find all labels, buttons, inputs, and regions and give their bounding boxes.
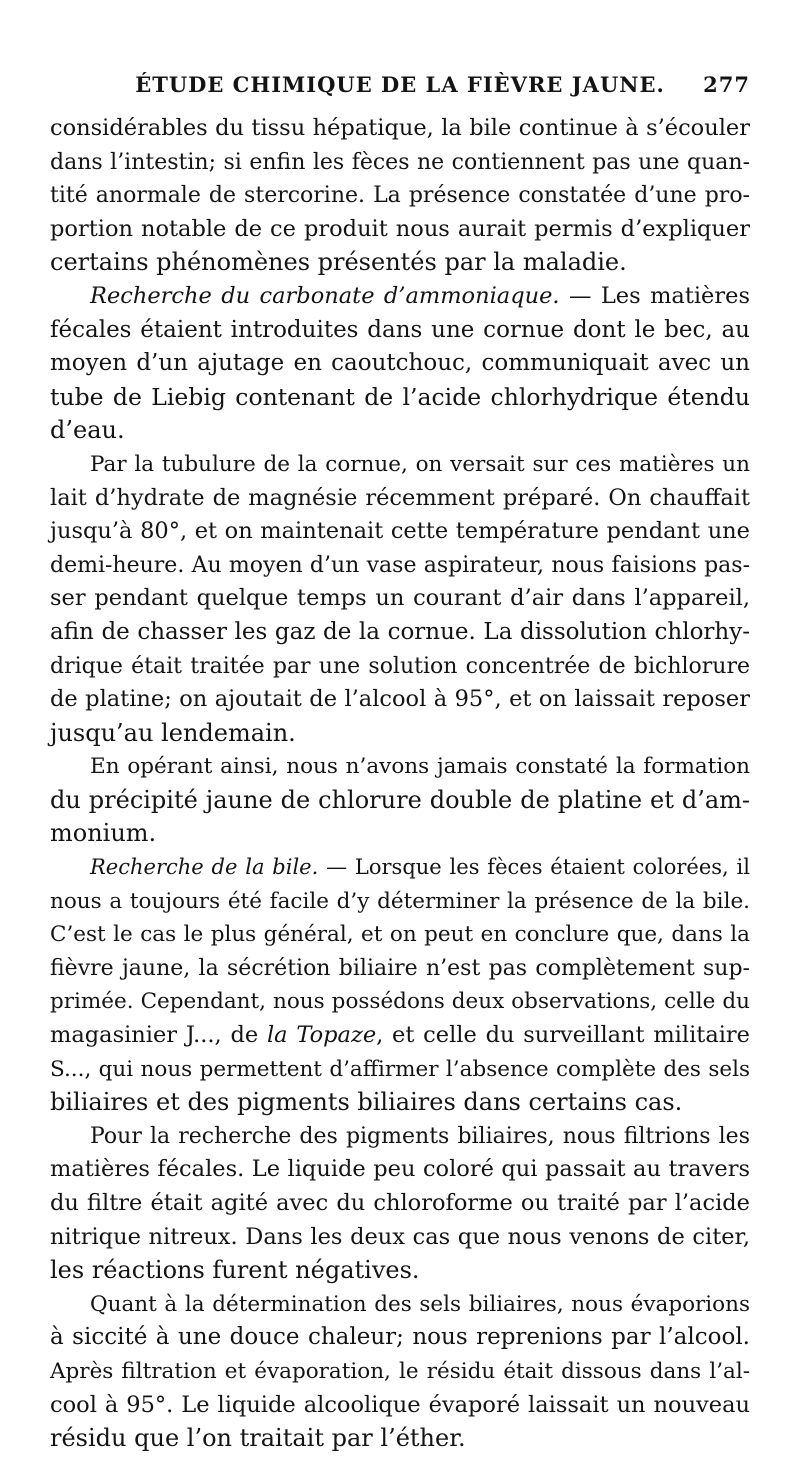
- text-line: Après filtration et évaporation, le résidu était dissous dans l’al-: [50, 1358, 750, 1384]
- section-heading: Recherche de la bile.: [90, 855, 319, 880]
- text-line: fécales étaient introduites dans une cornue dont le bec, au: [50, 316, 750, 343]
- text-line: biliaires et des pigments biliaires dans certains cas.: [50, 1088, 683, 1117]
- text-line: demi-heure. Au moyen d’un vase aspirateur, nous faisions pas-: [50, 552, 750, 578]
- text-line: Par la tubulure de la cornue, on versait sur ces matières un: [90, 451, 750, 477]
- page-number: 277: [703, 72, 750, 97]
- text-line: tité anormale de stercorine. La présence constatée d’une pro-: [50, 183, 750, 209]
- text-line: moyen d’un ajutage en caoutchouc, communiquait avec un: [50, 350, 750, 377]
- text-line: lait d’hydrate de magnésie récemment préparé. On chauffait: [50, 484, 750, 511]
- text-line: Quant à la détermination des sels biliaires, nous évaporions: [90, 1291, 750, 1317]
- text-line: du filtre était agité avec du chloroforme ou traité par l’acide: [50, 1190, 750, 1216]
- running-head: [50, 72, 750, 102]
- text-line: portion notable de ce produit nous aurait permis d’expliquer: [50, 215, 750, 242]
- text-line: résidu que l’on traitait par l’éther.: [50, 1424, 466, 1453]
- text-line: S..., qui nous permettent d’affirmer l’absence complète des sels: [50, 1056, 750, 1082]
- text-line: du précipité jaune de chlorure double de platine et d’am-: [50, 785, 750, 814]
- text-line: monium.: [50, 819, 157, 848]
- text-line: d’eau.: [50, 416, 125, 445]
- text-line: ser pendant quelque temps un courant d’air dans l’appareil,: [50, 585, 750, 612]
- text-line: drique était traitée par une solution concentrée de bichlorure: [50, 653, 750, 679]
- text-line: Pour la recherche des pigments biliaires, nous filtrions les: [90, 1123, 750, 1149]
- running-title: ÉTUDE CHIMIQUE DE LA FIÈVRE JAUNE.: [135, 72, 665, 97]
- text-line: de platine; on ajoutait de l’alcool à 95°, et on laissait reposer: [50, 686, 750, 713]
- body-text: [50, 112, 750, 1456]
- text-line: à siccité à une douce chaleur; nous reprenions par l’alcool.: [50, 1324, 750, 1351]
- text-line: fièvre jaune, la sécrétion biliaire n’est pas complètement sup-: [50, 955, 750, 981]
- text-line: En opérant ainsi, nous n’avons jamais constaté la formation: [90, 754, 750, 780]
- text-line: nous a toujours été facile d’y déterminer la présence de la bile.: [50, 888, 750, 914]
- text-line: cool à 95°. Le liquide alcoolique évaporé laissait un nouveau: [50, 1391, 750, 1418]
- text-line: matières fécales. Le liquide peu coloré qui passait au travers: [50, 1156, 750, 1183]
- text-line: dans l’intestin; si enfin les fèces ne contiennent pas une quan-: [50, 149, 750, 175]
- text-line: tube de Liebig contenant de l’acide chlorhydrique étendu: [50, 382, 750, 411]
- text-line: jusqu’au lendemain.: [50, 718, 296, 747]
- ship-name: la Topaze: [266, 1022, 377, 1049]
- text-line: jusqu’à 80°, et on maintenait cette température pendant une: [50, 518, 750, 545]
- section-heading: Recherche du carbonate d’ammoniaque.: [90, 282, 560, 309]
- text-line: primée. Cependant, nous possédons deux observations, celle du: [50, 989, 750, 1015]
- text-line: les réactions furent négatives.: [50, 1256, 420, 1285]
- text-line: certains phénomènes présentés par la maladie.: [50, 248, 627, 277]
- text-line: afin de chasser les gaz de la cornue. La dissolution chlorhy-: [50, 618, 750, 645]
- section-heading-line: Recherche de la bile. — Lorsque les fèces étaient colorées, il: [90, 855, 750, 880]
- section-heading-line: Recherche du carbonate d’ammoniaque. — Les matières: [90, 282, 750, 309]
- text-line: C’est le cas le plus général, et on peut en conclure que, dans la: [50, 922, 750, 948]
- text-line: considérables du tissu hépatique, la bile continue à s’écouler: [50, 115, 750, 141]
- text-line: magasinier J..., de la Topaze, et celle du surveillant militaire: [50, 1022, 750, 1049]
- text-line: nitrique nitreux. Dans les deux cas que nous venons de citer,: [50, 1223, 750, 1250]
